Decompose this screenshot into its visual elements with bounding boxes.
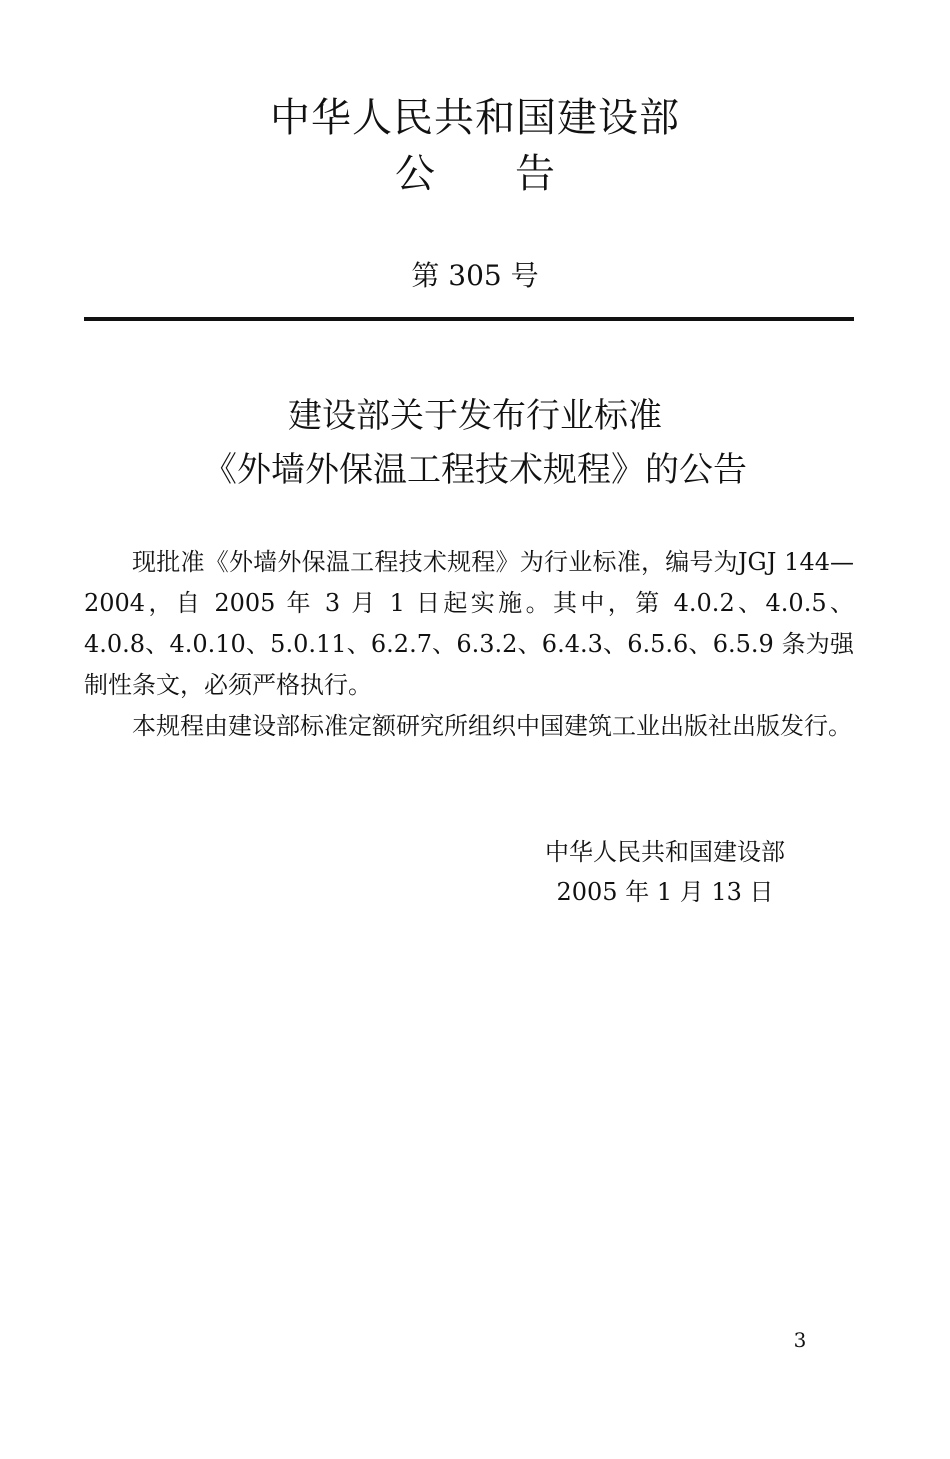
signature-organization: 中华人民共和国建设部: [545, 838, 785, 866]
page-number: 3: [793, 1328, 807, 1352]
notice-heading: 公 告: [395, 151, 555, 197]
notice-title-line-2: 《外墙外保温工程技术规程》的公告: [203, 450, 747, 490]
signature-date: 2005 年 1 月 13 日: [556, 878, 774, 906]
issuer-heading: 中华人民共和国建设部: [270, 95, 680, 141]
body-paragraph-2: 本规程由建设部标准定额研究所组织中国建筑工业出版社出版发行。: [132, 712, 852, 740]
notice-title-line-1: 建设部关于发布行业标准: [288, 396, 662, 436]
notice-number: 第 305 号: [411, 259, 539, 292]
body-paragraph-1: 现批准《外墙外保温工程技术规程》为行业标准，编号为JGJ 144—2004，自 2005 年 3 月 1 日起实施。其中，第 4.0.2、4.0.5、4.0.8、4.0.10、5.0.11、6.2.7、6.3.2、6.4.3、6.5.6、6.5.9 条为强制性条文，必须严格执行。: [84, 548, 854, 699]
notice-body: [84, 542, 854, 747]
header-divider: [84, 317, 854, 321]
